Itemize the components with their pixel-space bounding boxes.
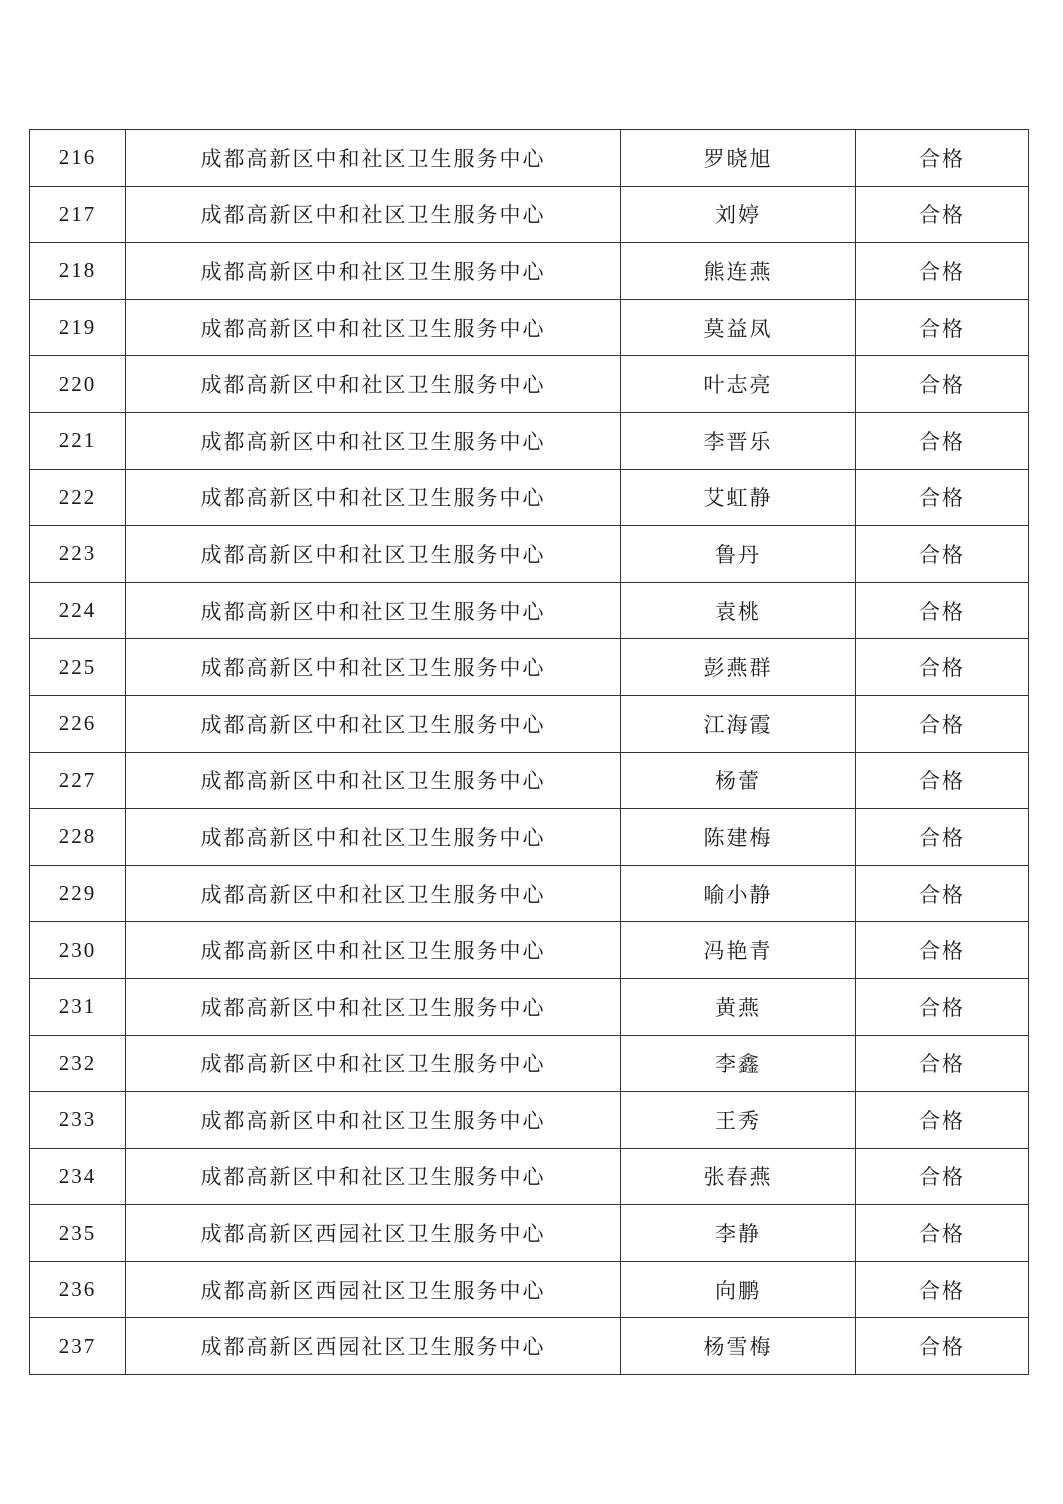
person-name-cell: 向鹏 (621, 1261, 856, 1318)
person-name-cell: 叶志亮 (621, 356, 856, 413)
table-row (30, 978, 1029, 1035)
table-row (30, 1148, 1029, 1205)
row-number-cell: 233 (30, 1092, 126, 1149)
institution-cell: 成都高新区中和社区卫生服务中心 (126, 186, 621, 243)
person-name-cell: 王秀 (621, 1092, 856, 1149)
table-row (30, 752, 1029, 809)
table-row (30, 356, 1029, 413)
person-name-cell: 冯艳青 (621, 922, 856, 979)
table-row (30, 299, 1029, 356)
institution-cell: 成都高新区中和社区卫生服务中心 (126, 469, 621, 526)
institution-cell: 成都高新区西园社区卫生服务中心 (126, 1261, 621, 1318)
result-cell: 合格 (856, 582, 1029, 639)
institution-cell: 成都高新区中和社区卫生服务中心 (126, 243, 621, 300)
institution-cell: 成都高新区中和社区卫生服务中心 (126, 639, 621, 696)
table-row (30, 1318, 1029, 1375)
table-row (30, 1205, 1029, 1262)
table-row (30, 130, 1029, 187)
row-number-cell: 216 (30, 130, 126, 187)
table-row (30, 639, 1029, 696)
result-cell: 合格 (856, 299, 1029, 356)
row-number-cell: 217 (30, 186, 126, 243)
institution-cell: 成都高新区西园社区卫生服务中心 (126, 1318, 621, 1375)
table-row (30, 582, 1029, 639)
row-number-cell: 232 (30, 1035, 126, 1092)
person-name-cell: 袁桃 (621, 582, 856, 639)
table-row (30, 865, 1029, 922)
row-number-cell: 226 (30, 695, 126, 752)
row-number-cell: 231 (30, 978, 126, 1035)
row-number-cell: 230 (30, 922, 126, 979)
result-cell: 合格 (856, 130, 1029, 187)
table-row (30, 695, 1029, 752)
institution-cell: 成都高新区中和社区卫生服务中心 (126, 1092, 621, 1149)
table-row (30, 1261, 1029, 1318)
row-number-cell: 229 (30, 865, 126, 922)
row-number-cell: 222 (30, 469, 126, 526)
person-name-cell: 陈建梅 (621, 809, 856, 866)
person-name-cell: 彭燕群 (621, 639, 856, 696)
institution-cell: 成都高新区中和社区卫生服务中心 (126, 356, 621, 413)
institution-cell: 成都高新区中和社区卫生服务中心 (126, 299, 621, 356)
row-number-cell: 235 (30, 1205, 126, 1262)
person-name-cell: 鲁丹 (621, 526, 856, 583)
result-cell: 合格 (856, 922, 1029, 979)
institution-cell: 成都高新区中和社区卫生服务中心 (126, 978, 621, 1035)
result-cell: 合格 (856, 695, 1029, 752)
person-name-cell: 杨蕾 (621, 752, 856, 809)
person-name-cell: 罗晓旭 (621, 130, 856, 187)
person-name-cell: 杨雪梅 (621, 1318, 856, 1375)
institution-cell: 成都高新区中和社区卫生服务中心 (126, 695, 621, 752)
person-name-cell: 李晋乐 (621, 412, 856, 469)
result-cell: 合格 (856, 1261, 1029, 1318)
table-row (30, 526, 1029, 583)
result-cell: 合格 (856, 1092, 1029, 1149)
result-cell: 合格 (856, 978, 1029, 1035)
institution-cell: 成都高新区中和社区卫生服务中心 (126, 809, 621, 866)
row-number-cell: 237 (30, 1318, 126, 1375)
result-cell: 合格 (856, 865, 1029, 922)
result-cell: 合格 (856, 1148, 1029, 1205)
table-row (30, 922, 1029, 979)
row-number-cell: 234 (30, 1148, 126, 1205)
row-number-cell: 224 (30, 582, 126, 639)
row-number-cell: 236 (30, 1261, 126, 1318)
person-name-cell: 江海霞 (621, 695, 856, 752)
result-cell: 合格 (856, 639, 1029, 696)
results-table-body (30, 130, 1029, 1375)
row-number-cell: 218 (30, 243, 126, 300)
person-name-cell: 熊连燕 (621, 243, 856, 300)
institution-cell: 成都高新区西园社区卫生服务中心 (126, 1205, 621, 1262)
institution-cell: 成都高新区中和社区卫生服务中心 (126, 582, 621, 639)
person-name-cell: 艾虹静 (621, 469, 856, 526)
institution-cell: 成都高新区中和社区卫生服务中心 (126, 752, 621, 809)
results-table (29, 129, 1029, 1375)
row-number-cell: 219 (30, 299, 126, 356)
person-name-cell: 李鑫 (621, 1035, 856, 1092)
person-name-cell: 李静 (621, 1205, 856, 1262)
result-cell: 合格 (856, 186, 1029, 243)
row-number-cell: 223 (30, 526, 126, 583)
person-name-cell: 喻小静 (621, 865, 856, 922)
result-cell: 合格 (856, 469, 1029, 526)
row-number-cell: 228 (30, 809, 126, 866)
row-number-cell: 225 (30, 639, 126, 696)
result-cell: 合格 (856, 356, 1029, 413)
result-cell: 合格 (856, 243, 1029, 300)
institution-cell: 成都高新区中和社区卫生服务中心 (126, 1148, 621, 1205)
row-number-cell: 220 (30, 356, 126, 413)
table-row (30, 469, 1029, 526)
table-row (30, 243, 1029, 300)
table-row (30, 412, 1029, 469)
result-cell: 合格 (856, 1318, 1029, 1375)
table-row (30, 809, 1029, 866)
result-cell: 合格 (856, 412, 1029, 469)
row-number-cell: 227 (30, 752, 126, 809)
result-cell: 合格 (856, 809, 1029, 866)
row-number-cell: 221 (30, 412, 126, 469)
institution-cell: 成都高新区中和社区卫生服务中心 (126, 1035, 621, 1092)
table-row (30, 186, 1029, 243)
person-name-cell: 刘婷 (621, 186, 856, 243)
institution-cell: 成都高新区中和社区卫生服务中心 (126, 526, 621, 583)
table-row (30, 1035, 1029, 1092)
person-name-cell: 莫益凤 (621, 299, 856, 356)
institution-cell: 成都高新区中和社区卫生服务中心 (126, 412, 621, 469)
result-cell: 合格 (856, 526, 1029, 583)
result-cell: 合格 (856, 1205, 1029, 1262)
result-cell: 合格 (856, 1035, 1029, 1092)
result-cell: 合格 (856, 752, 1029, 809)
institution-cell: 成都高新区中和社区卫生服务中心 (126, 130, 621, 187)
institution-cell: 成都高新区中和社区卫生服务中心 (126, 865, 621, 922)
table-row (30, 1092, 1029, 1149)
person-name-cell: 黄燕 (621, 978, 856, 1035)
institution-cell: 成都高新区中和社区卫生服务中心 (126, 922, 621, 979)
person-name-cell: 张春燕 (621, 1148, 856, 1205)
